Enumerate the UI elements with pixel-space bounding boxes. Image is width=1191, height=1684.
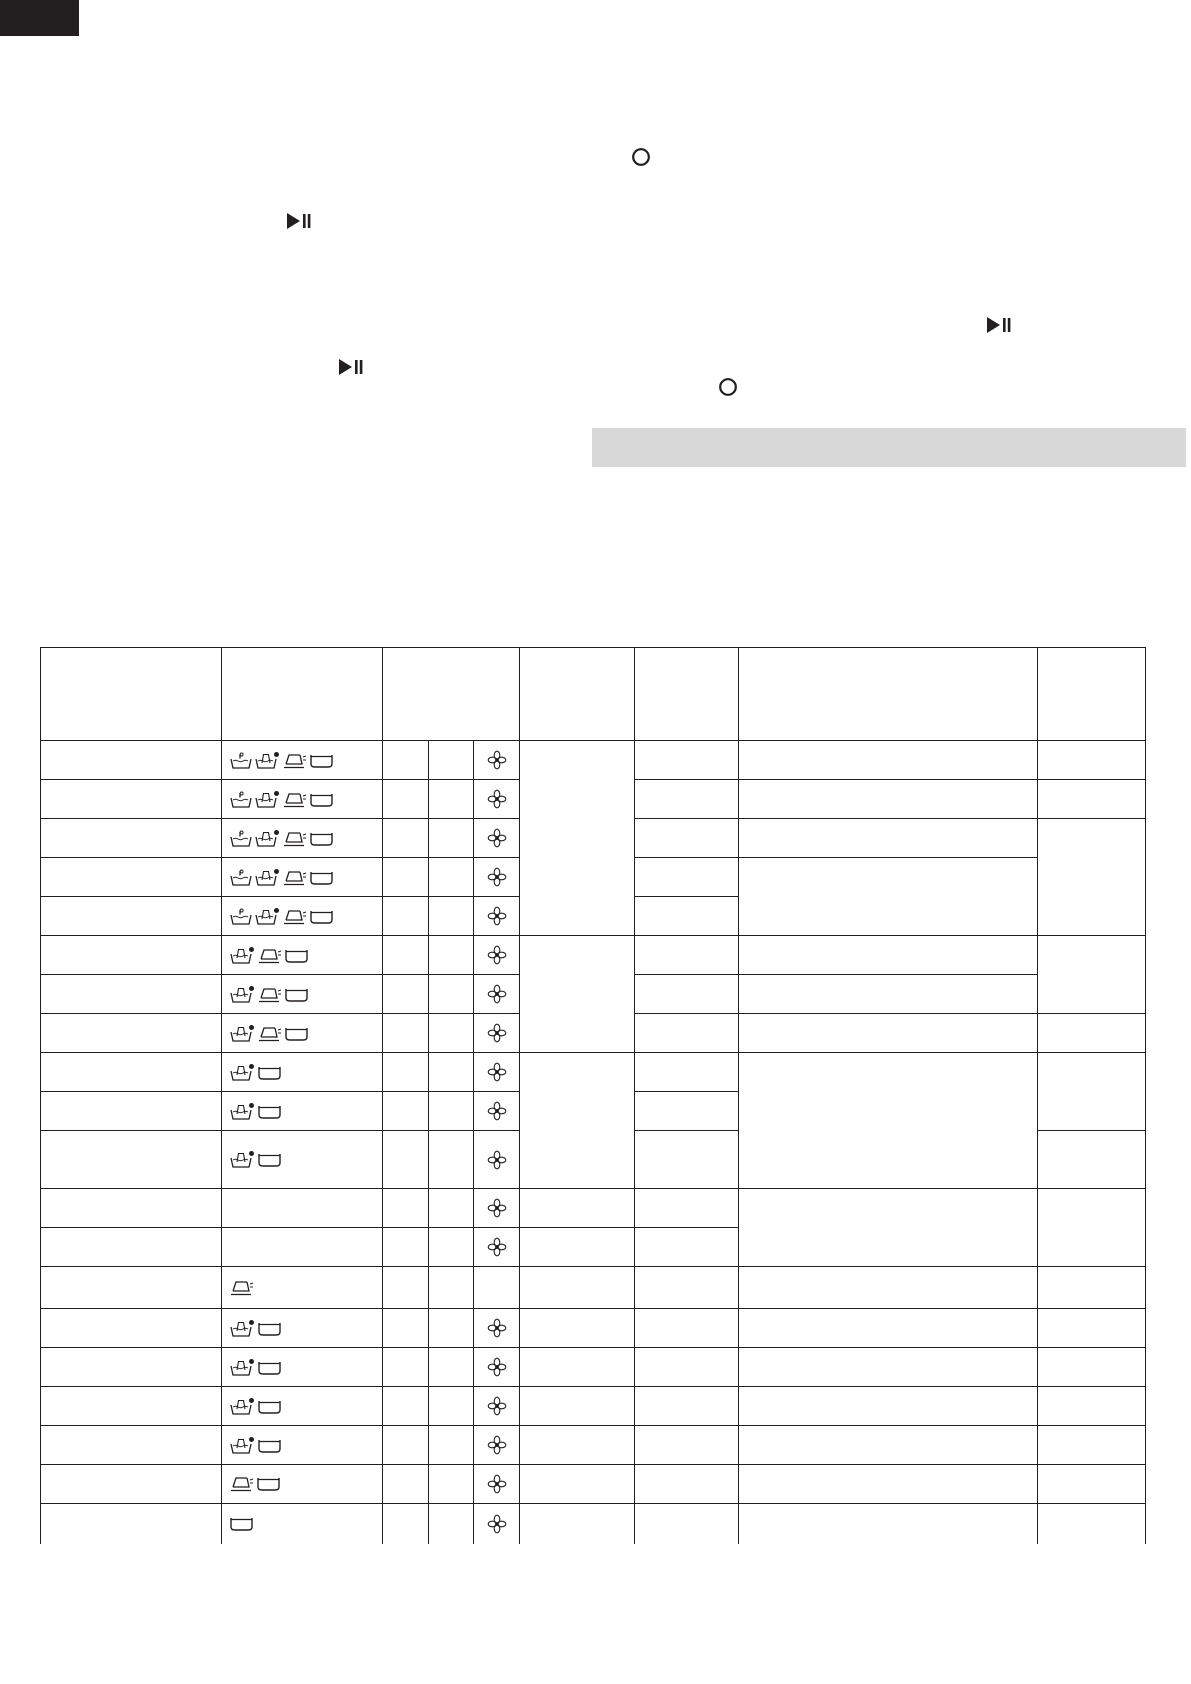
header-cell [520,648,635,741]
fan-icon [487,1475,507,1492]
fan-icon [487,946,507,963]
extra-option-cell [474,975,520,1014]
program-name-cell [41,1189,222,1228]
main-wash-tub-icon [230,1063,258,1080]
option-cell [383,1309,429,1348]
spin-tub-icon [258,1151,285,1168]
value-cell [520,741,635,936]
value-cell [635,1053,739,1092]
notes-cell [739,1014,1038,1053]
table-row [41,1504,1146,1545]
notes-cell [739,1504,1038,1545]
spin-tub-icon [310,790,337,807]
care-symbols-cell [222,1228,383,1267]
notes-cell [739,1348,1038,1387]
option-cell [383,1387,429,1426]
value-cell [635,1228,739,1267]
main-wash-tub-icon [255,790,283,807]
option-cell [429,1348,474,1387]
extra-option-cell [474,1189,520,1228]
option-cell [429,819,474,858]
value-cell [1038,819,1146,936]
option-cell [383,1228,429,1267]
pre-wash-tub-icon [230,751,255,768]
option-cell [429,1189,474,1228]
fan-icon [487,1319,507,1336]
extra-option-cell [474,1131,520,1189]
value-cell [635,1426,739,1465]
table-row [41,741,1146,780]
program-name-cell [41,1387,222,1426]
spin-tub-icon [310,751,337,768]
option-cell [383,1053,429,1092]
extra-option-cell [474,819,520,858]
main-wash-tub-icon [255,829,283,846]
care-symbols-cell [222,897,383,936]
fan-icon [487,985,507,1002]
program-name-cell [41,975,222,1014]
extra-option-cell [474,1309,520,1348]
spin-tub-icon [310,907,337,924]
main-wash-tub-icon [230,1319,258,1336]
main-wash-tub-icon [230,1024,258,1041]
value-cell [520,1426,635,1465]
extra-option-cell [474,936,520,975]
rinse-icon [283,907,310,924]
care-symbols-cell [222,936,383,975]
care-symbols-cell [222,1189,383,1228]
value-cell [1038,1267,1146,1309]
fan-icon [487,907,507,924]
value-cell [635,858,739,897]
program-name-cell [41,1014,222,1053]
table-row [41,1387,1146,1426]
notes-cell [739,858,1038,936]
value-cell [520,1504,635,1545]
option-cell [383,1092,429,1131]
fan-icon [487,868,507,885]
program-name-cell [41,1504,222,1545]
option-cell [383,1267,429,1309]
table-row [41,1309,1146,1348]
program-name-cell [41,1053,222,1092]
rinse-icon [258,946,285,963]
care-symbols-cell [222,1504,383,1545]
notes-cell [739,1309,1038,1348]
option-cell [383,1426,429,1465]
header-cell [222,648,383,741]
care-symbols-cell [222,1131,383,1189]
notes-cell [739,1387,1038,1426]
program-name-cell [41,858,222,897]
play-pause-icon [338,358,364,376]
option-cell [429,1131,474,1189]
notes-cell [739,1189,1038,1267]
notes-cell [739,1465,1038,1504]
value-cell [635,1387,739,1426]
extra-option-cell [474,1014,520,1053]
notes-cell [739,936,1038,975]
play-pause-icon [286,212,312,230]
option-cell [429,741,474,780]
main-wash-tub-icon [230,946,258,963]
extra-option-cell [474,1348,520,1387]
care-symbols-cell [222,780,383,819]
option-cell [429,1053,474,1092]
play-pause-icon [986,316,1012,334]
care-symbols-cell [222,1053,383,1092]
program-name-cell [41,819,222,858]
notes-cell [739,780,1038,819]
main-wash-tub-icon [230,1151,258,1168]
fan-icon [487,790,507,807]
fan-icon [487,1515,507,1532]
option-cell [429,780,474,819]
extra-option-cell [474,858,520,897]
value-cell [1038,1387,1146,1426]
value-cell [635,897,739,936]
care-symbols-cell [222,1348,383,1387]
rinse-icon [230,1475,257,1492]
fan-icon [487,1199,507,1216]
value-cell [635,819,739,858]
fan-icon [487,1238,507,1255]
option-cell [429,858,474,897]
spin-tub-icon [285,946,312,963]
value-cell [520,1267,635,1309]
value-cell [1038,741,1146,780]
care-symbols-cell [222,1387,383,1426]
value-cell [635,975,739,1014]
rinse-icon [283,790,310,807]
value-cell [635,1465,739,1504]
value-cell [1038,936,1146,1014]
value-cell [520,1189,635,1228]
care-symbols-cell [222,1426,383,1465]
spin-tub-icon [285,985,312,1002]
header-cell [41,648,222,741]
spin-tub-icon [230,1515,257,1532]
option-cell [383,936,429,975]
spin-tub-icon [258,1397,285,1414]
value-cell [1038,1309,1146,1348]
value-cell [635,1189,739,1228]
extra-option-cell [474,1426,520,1465]
section-banner [592,428,1186,467]
main-wash-tub-icon [255,868,283,885]
power-circle-icon [718,377,738,397]
option-cell [429,1267,474,1309]
corner-tab [0,0,79,36]
spin-tub-icon [258,1102,285,1119]
program-name-cell [41,1309,222,1348]
spin-tub-icon [257,1475,284,1492]
value-cell [1038,1189,1146,1267]
notes-cell [739,819,1038,858]
fan-icon [487,1102,507,1119]
value-cell [635,1504,739,1545]
spin-tub-icon [310,868,337,885]
option-cell [429,1309,474,1348]
pre-wash-tub-icon [230,829,255,846]
extra-option-cell [474,780,520,819]
care-symbols-cell [222,1267,383,1309]
notes-cell [739,741,1038,780]
value-cell [635,936,739,975]
rinse-icon [258,985,285,1002]
option-cell [383,1131,429,1189]
fan-icon [487,1151,507,1168]
extra-option-cell [474,1092,520,1131]
care-symbols-cell [222,741,383,780]
option-cell [383,741,429,780]
main-wash-tub-icon [230,1397,258,1414]
notes-cell [739,1267,1038,1309]
fan-icon [487,1063,507,1080]
care-symbols-cell [222,858,383,897]
table-row [41,1465,1146,1504]
extra-option-cell [474,1267,520,1309]
option-cell [429,975,474,1014]
fan-icon [487,1024,507,1041]
notes-cell [739,1426,1038,1465]
value-cell [1038,1504,1146,1545]
rinse-icon [283,829,310,846]
option-cell [429,1092,474,1131]
program-name-cell [41,1092,222,1131]
value-cell [635,1014,739,1053]
value-cell [520,936,635,1053]
extra-option-cell [474,1053,520,1092]
value-cell [635,1267,739,1309]
option-cell [383,858,429,897]
value-cell [1038,1131,1146,1189]
rinse-icon [258,1024,285,1041]
table-header-row [41,648,1146,741]
extra-option-cell [474,1504,520,1545]
table-row [41,1053,1146,1092]
program-name-cell [41,897,222,936]
value-cell [520,1465,635,1504]
main-wash-tub-icon [255,907,283,924]
option-cell [383,780,429,819]
table-row [41,1348,1146,1387]
value-cell [635,1348,739,1387]
value-cell [635,741,739,780]
rinse-icon [230,1279,257,1296]
header-cell [1038,648,1146,741]
value-cell [1038,1465,1146,1504]
value-cell [1038,1053,1146,1131]
main-wash-tub-icon [230,1358,258,1375]
table-row [41,1426,1146,1465]
option-cell [383,897,429,936]
care-symbols-cell [222,819,383,858]
extra-option-cell [474,1228,520,1267]
spin-tub-icon [258,1319,285,1336]
extra-option-cell [474,1465,520,1504]
pre-wash-tub-icon [230,868,255,885]
table-row [41,1267,1146,1309]
program-name-cell [41,1426,222,1465]
care-symbols-cell [222,975,383,1014]
program-name-cell [41,936,222,975]
option-cell [429,1228,474,1267]
program-name-cell [41,780,222,819]
option-cell [383,1348,429,1387]
fan-icon [487,751,507,768]
program-name-cell [41,1228,222,1267]
value-cell [1038,1348,1146,1387]
table-row [41,936,1146,975]
notes-cell [739,1053,1038,1189]
power-circle-icon [631,147,651,167]
notes-cell [739,975,1038,1014]
option-cell [429,936,474,975]
value-cell [635,780,739,819]
main-wash-tub-icon [230,1102,258,1119]
program-name-cell [41,1348,222,1387]
value-cell [1038,780,1146,819]
value-cell [1038,1426,1146,1465]
value-cell [520,1053,635,1189]
rinse-icon [283,868,310,885]
value-cell [520,1228,635,1267]
table-row [41,1189,1146,1228]
option-cell [383,1189,429,1228]
option-cell [429,1426,474,1465]
program-table [40,647,1146,1544]
spin-tub-icon [258,1063,285,1080]
spin-tub-icon [258,1436,285,1453]
main-wash-tub-icon [230,1436,258,1453]
value-cell [520,1348,635,1387]
program-name-cell [41,1131,222,1189]
spin-tub-icon [258,1358,285,1375]
extra-option-cell [474,741,520,780]
option-cell [383,1504,429,1545]
pre-wash-tub-icon [230,907,255,924]
option-cell [429,897,474,936]
main-wash-tub-icon [255,751,283,768]
fan-icon [487,1397,507,1414]
fan-icon [487,1358,507,1375]
value-cell [635,1092,739,1131]
option-cell [383,1465,429,1504]
value-cell [520,1387,635,1426]
option-cell [429,1387,474,1426]
program-name-cell [41,1465,222,1504]
program-name-cell [41,1267,222,1309]
rinse-icon [283,751,310,768]
option-cell [383,975,429,1014]
care-symbols-cell [222,1465,383,1504]
extra-option-cell [474,897,520,936]
pre-wash-tub-icon [230,790,255,807]
value-cell [520,1309,635,1348]
extra-option-cell [474,1387,520,1426]
fan-icon [487,829,507,846]
option-cell [383,1014,429,1053]
program-name-cell [41,741,222,780]
option-cell [429,1465,474,1504]
value-cell [635,1131,739,1189]
main-wash-tub-icon [230,985,258,1002]
care-symbols-cell [222,1092,383,1131]
header-cell [383,648,520,741]
value-cell [635,1309,739,1348]
value-cell [1038,1014,1146,1053]
option-cell [383,819,429,858]
spin-tub-icon [310,829,337,846]
header-cell [635,648,739,741]
option-cell [429,1504,474,1545]
header-cell [739,648,1038,741]
option-cell [429,1014,474,1053]
care-symbols-cell [222,1014,383,1053]
fan-icon [487,1436,507,1453]
care-symbols-cell [222,1309,383,1348]
spin-tub-icon [285,1024,312,1041]
